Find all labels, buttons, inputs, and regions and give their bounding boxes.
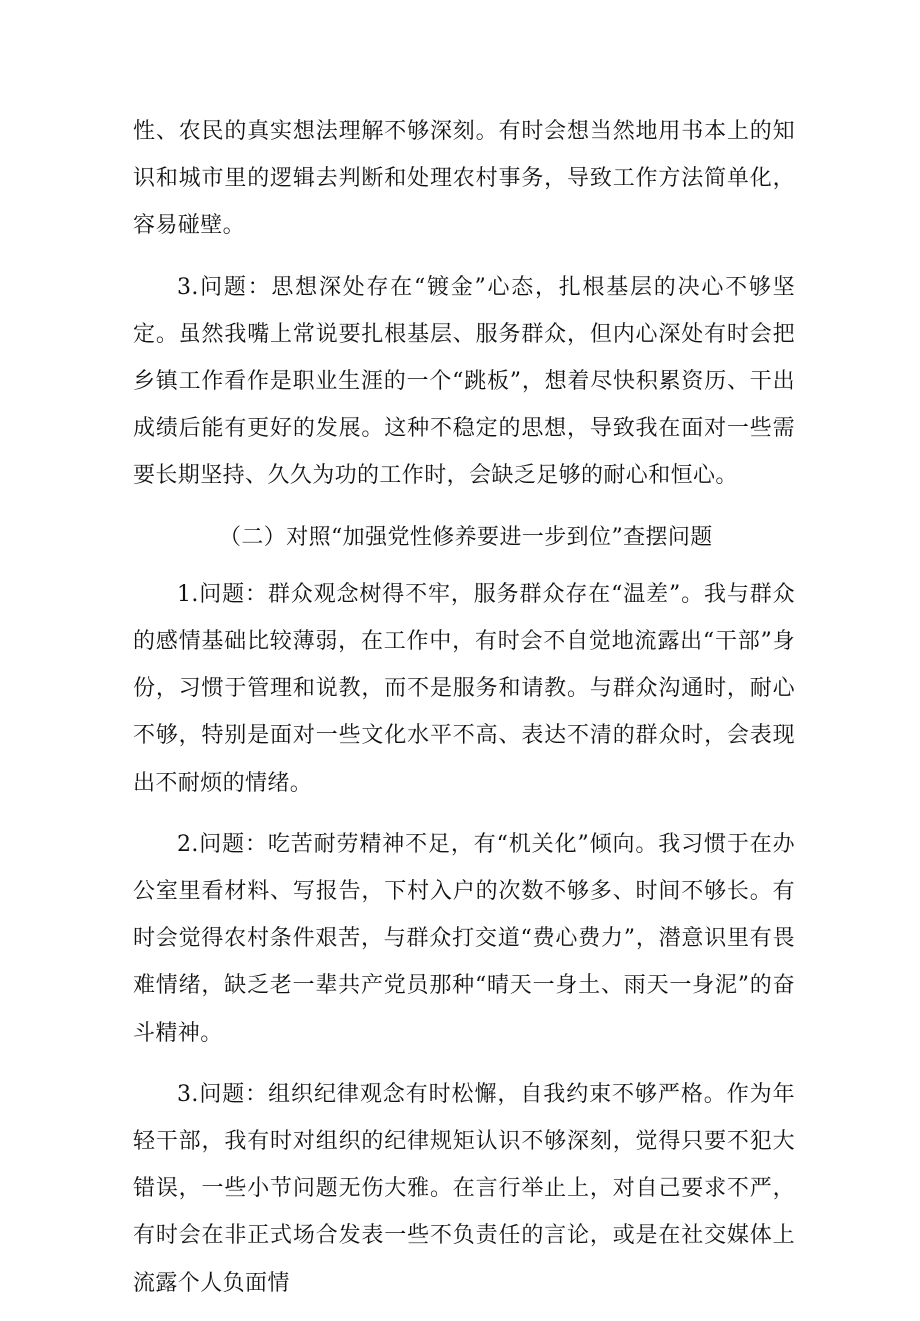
paragraph-continuation: 性、农民的真实想法理解不够深刻。有时会想当然地用书本上的知识和城市里的逻辑去判断和处理农村事务，导致工作方法简单化，容易碰壁。 — [133, 119, 795, 239]
paragraph-problem-2-hardship-spirit: 2.问题：吃苦耐劳精神不足，有“机关化”倾向。我习惯于在办公室里看材料、写报告，下村入户的次数不够多、时间不够长。有时会觉得农村条件艰苦，与群众打交道“费心费力”，潜意识里有畏难情绪，缺乏老一辈共产党员那种“晴天一身土、雨天一身泥”的奋斗精神。 — [133, 831, 795, 1046]
document-body — [133, 108, 795, 1321]
section-heading-party-spirit: （二）对照“加强党性修养要进一步到位”查摆问题 — [219, 524, 713, 550]
paragraph-problem-3-gilding-mentality: 3.问题：思想深处存在“镀金”心态，扎根基层的决心不够坚定。虽然我嘴上常说要扎根基层、服务群众，但内心深处有时会把乡镇工作看作是职业生涯的一个“跳板”，想着尽快积累资历、干出成绩后能有更好的发展。这种不稳定的思想，导致我在面对一些需要长期坚持、久久为功的工作时，会缺乏足够的耐心和恒心。 — [133, 274, 795, 489]
paragraph-problem-3-discipline: 3.问题：组织纪律观念有时松懈，自我约束不够严格。作为年轻干部，我有时对组织的纪律规矩认识不够深刻，觉得只要不犯大错误，一些小节问题无伤大雅。在言行举止上，对自己要求不严，有时会在非正式场合发表一些不负责任的言论，或是在社交媒体上流露个人负面情 — [133, 1081, 795, 1296]
paragraph-problem-1-mass-concept: 1.问题：群众观念树得不牢，服务群众存在“温差”。我与群众的感情基础比较薄弱，在工作中，有时会不自觉地流露出“干部”身份，习惯于管理和说教，而不是服务和请教。与群众沟通时，耐心不够，特别是面对一些文化水平不高、表达不清的群众时，会表现出不耐烦的情绪。 — [133, 581, 795, 796]
